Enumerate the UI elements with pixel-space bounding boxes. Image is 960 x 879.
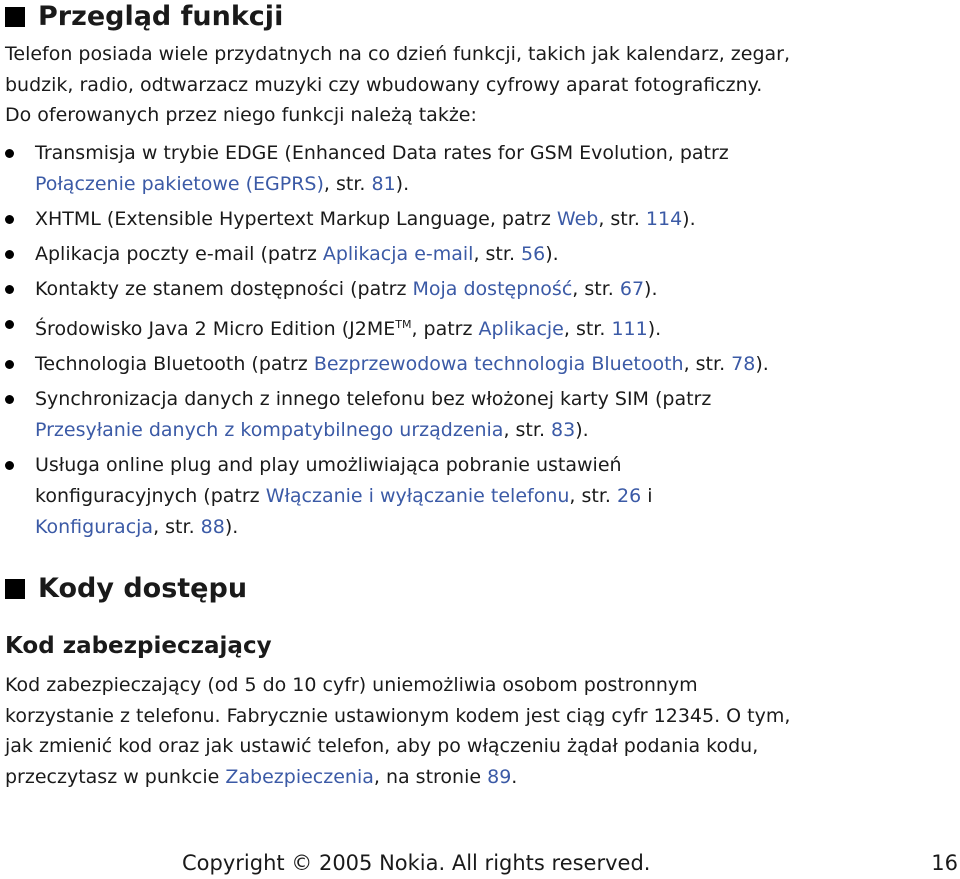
- link-egprs[interactable]: Połączenie pakietowe (EGPRS): [35, 173, 324, 195]
- intro-paragraph: [5, 39, 955, 100]
- item-text: , str.: [563, 318, 612, 340]
- item-text: ).: [545, 243, 559, 265]
- list-item: [5, 349, 955, 380]
- item-text: Środowisko Java 2 Micro Edition (J2ME: [35, 318, 396, 340]
- section-title-access-codes: [5, 572, 247, 606]
- paragraph-text: .: [511, 765, 518, 788]
- item-text: ).: [647, 318, 662, 340]
- paragraph-text: , na stronie: [373, 765, 488, 788]
- item-text: Transmisja w trybie EDGE (Enhanced Data rates for GSM Evolution, patrz: [35, 142, 729, 164]
- item-text: ).: [682, 208, 696, 230]
- section-title-overview: [5, 0, 283, 34]
- item-text: , str.: [569, 485, 617, 507]
- paragraph-line: [5, 762, 955, 793]
- page-link[interactable]: 67: [619, 278, 645, 300]
- item-text: konfiguracyjnych (patrz: [35, 485, 266, 507]
- item-text: , str.: [683, 353, 732, 375]
- list-item: [5, 138, 955, 200]
- paragraph-line: Kod zabezpieczający (od 5 do 10 cyfr) uniemożliwia osobom postronnym: [5, 674, 698, 696]
- paragraph-text: przeczytasz w punkcie: [5, 765, 226, 788]
- item-text: Synchronizacja danych z innego telefonu bez włożonej karty SIM (patrz: [35, 388, 712, 410]
- bullet-icon: [5, 395, 14, 404]
- page-link[interactable]: 89: [487, 765, 512, 788]
- square-bullet-icon: [5, 7, 25, 27]
- link-presence[interactable]: Moja dostępność: [412, 278, 573, 300]
- item-text: ).: [575, 419, 589, 441]
- list-item: [5, 204, 955, 235]
- page-link[interactable]: 111: [611, 318, 648, 340]
- square-bullet-icon: [5, 579, 25, 599]
- link-security[interactable]: Zabezpieczenia: [225, 765, 374, 788]
- paragraph-line: korzystanie z telefonu. Fabrycznie ustawionym kodem jest ciąg cyfr 12345. O tym,: [5, 704, 791, 727]
- link-applications[interactable]: Aplikacje: [478, 318, 564, 340]
- page-number: 16: [931, 851, 958, 875]
- page-link[interactable]: 83: [551, 419, 576, 441]
- security-code-paragraph: [5, 670, 955, 792]
- bullet-icon: [5, 320, 14, 329]
- page-link[interactable]: 81: [371, 173, 396, 195]
- bullet-icon: [5, 461, 14, 470]
- bullet-icon: [5, 250, 14, 259]
- link-configuration[interactable]: Konfiguracja: [35, 516, 154, 538]
- subsection-title: Kod zabezpieczający: [5, 633, 272, 659]
- item-text: , str.: [598, 208, 646, 230]
- list-item: [5, 384, 955, 446]
- bullet-icon: [5, 360, 14, 369]
- feature-list: [5, 138, 955, 547]
- bullet-icon: [5, 149, 14, 158]
- intro-line: Telefon posiada wiele przydatnych na co dzień funkcji, takich jak kalendarz, zegar,: [5, 43, 791, 65]
- copyright-notice: Copyright © 2005 Nokia. All rights reserved.: [182, 851, 651, 875]
- item-text: ).: [644, 278, 658, 300]
- list-item: [5, 450, 955, 543]
- item-text: , str.: [503, 419, 552, 441]
- page-link[interactable]: 26: [616, 485, 642, 507]
- item-text: Technologia Bluetooth (patrz: [35, 353, 314, 375]
- page-link[interactable]: 88: [200, 516, 225, 538]
- item-text: , str.: [572, 278, 620, 300]
- link-switch-on-off[interactable]: Włączanie i wyłączanie telefonu: [265, 485, 570, 507]
- bullet-icon: [5, 285, 14, 294]
- section-title-text: Przegląd funkcji: [38, 1, 284, 32]
- list-item: [5, 309, 955, 345]
- item-text: , str.: [153, 516, 201, 538]
- bullet-icon: [5, 215, 14, 224]
- item-text: , str.: [323, 173, 372, 195]
- trademark-superscript: TM: [395, 318, 412, 331]
- item-text: , patrz: [411, 318, 479, 340]
- item-text: Aplikacja poczty e-mail (patrz: [35, 243, 323, 265]
- item-text: XHTML (Extensible Hypertext Markup Language, patrz: [35, 208, 557, 230]
- link-bluetooth[interactable]: Bezprzewodowa technologia Bluetooth: [313, 353, 684, 375]
- link-data-transfer[interactable]: Przesyłanie danych z kompatybilnego urządzenia: [35, 419, 504, 441]
- item-text: Usługa online plug and play umożliwiająca pobranie ustawień: [35, 454, 622, 476]
- item-text: Kontakty ze stanem dostępności (patrz: [35, 278, 413, 300]
- page-link[interactable]: 78: [731, 353, 756, 375]
- list-item: [5, 239, 955, 270]
- link-email-app[interactable]: Aplikacja e-mail: [322, 243, 474, 265]
- list-item: [5, 274, 955, 305]
- intro-line: Do oferowanych przez niego funkcji należą także:: [5, 104, 477, 126]
- intro-line: budzik, radio, odtwarzacz muzyki czy wbudowany cyfrowy aparat fotograficzny.: [5, 73, 763, 96]
- page-link[interactable]: 56: [521, 243, 546, 265]
- item-text: ).: [755, 353, 769, 375]
- section-title-text: Kody dostępu: [38, 573, 248, 604]
- page-link[interactable]: 114: [645, 208, 683, 230]
- item-text: ).: [395, 173, 410, 195]
- paragraph-line: jak zmienić kod oraz jak ustawić telefon, aby po włączeniu żądał podania kodu,: [5, 735, 759, 757]
- item-text: , str.: [473, 243, 522, 265]
- link-web[interactable]: Web: [556, 208, 599, 230]
- item-text: i: [641, 485, 653, 507]
- item-text: ).: [224, 516, 239, 538]
